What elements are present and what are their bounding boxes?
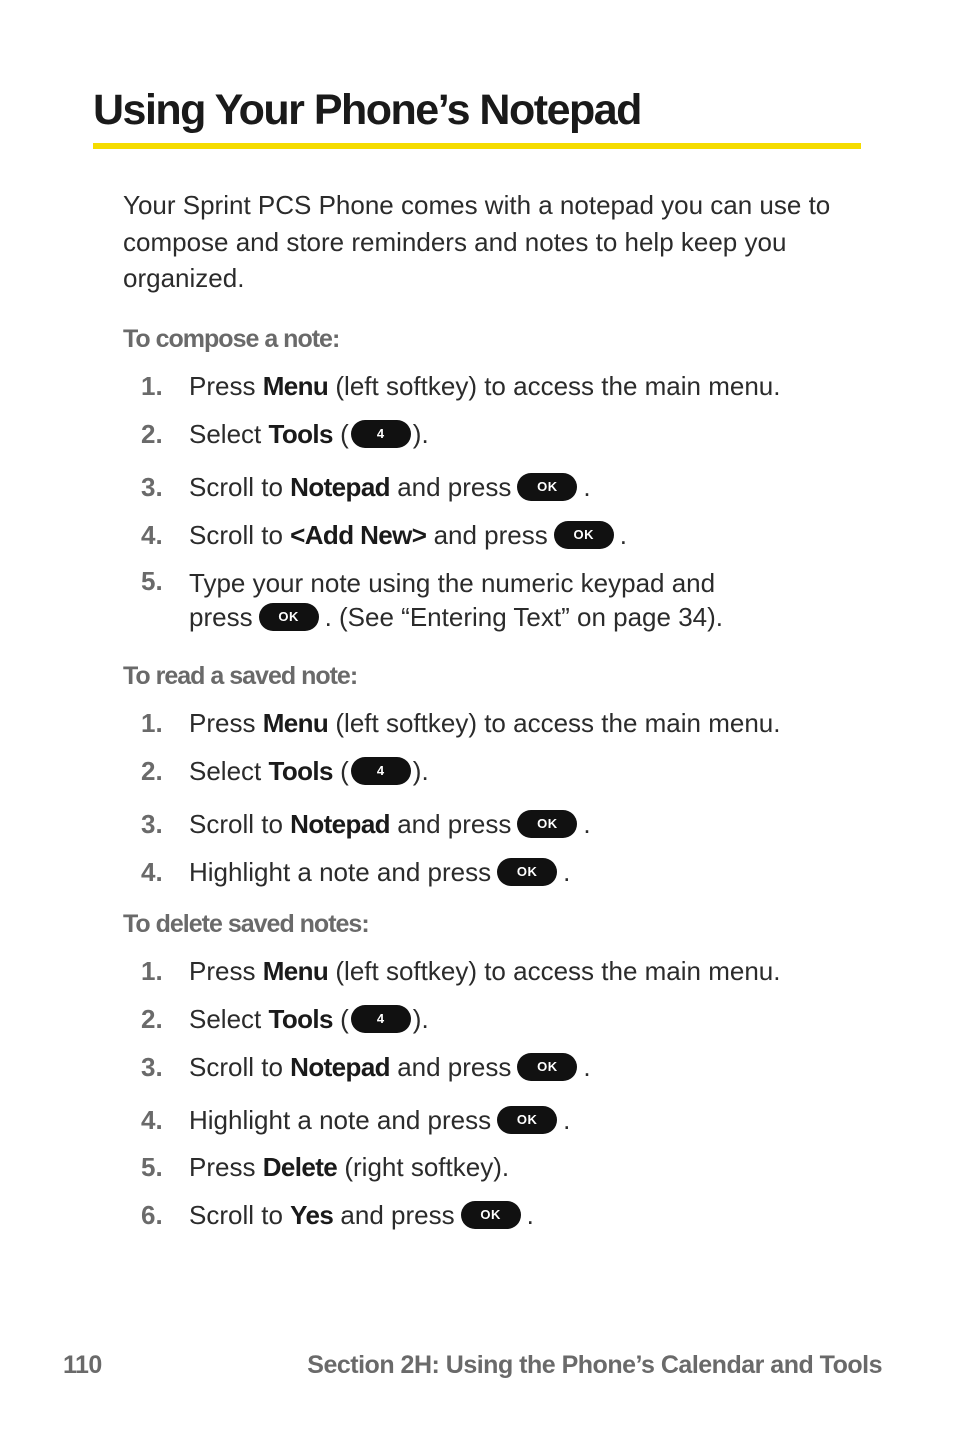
add-new-term: <Add New> [290, 520, 427, 550]
step-number: 5. [141, 566, 163, 596]
step-number: 2. [141, 1004, 163, 1034]
step-number: 3. [141, 809, 163, 839]
read-heading: To read a saved note: [123, 662, 358, 690]
step-number: 6. [141, 1200, 163, 1230]
tools-term: Tools [268, 419, 333, 449]
ok-key-icon: OK [461, 1201, 521, 1229]
step-number: 3. [141, 1052, 163, 1082]
step-number: 3. [141, 472, 163, 502]
menu-term: Menu [262, 956, 329, 986]
ok-key-icon: OK [517, 1053, 577, 1081]
notepad-term: Notepad [290, 1052, 390, 1082]
notepad-term: Notepad [290, 472, 390, 502]
page-number: 110 [63, 1351, 102, 1379]
menu-term: Menu [262, 708, 329, 738]
key-4-icon: 4 [351, 757, 411, 785]
step-number: 5. [141, 1152, 163, 1182]
title-underline [93, 143, 861, 149]
step-number: 2. [141, 419, 163, 449]
ok-key-icon: OK [497, 858, 557, 886]
step-number: 1. [141, 708, 163, 738]
ok-key-icon: OK [517, 810, 577, 838]
step-number: 4. [141, 520, 163, 550]
intro-paragraph: Your Sprint PCS Phone comes with a notepad you can use to compose and store reminders and notes to help keep you organized. [123, 190, 831, 293]
tools-term: Tools [268, 1004, 333, 1034]
step-number: 4. [141, 857, 163, 887]
compose-heading: To compose a note: [123, 325, 340, 353]
key-4-icon: 4 [351, 1005, 411, 1033]
step-number: 1. [141, 371, 163, 401]
key-4-icon: 4 [351, 420, 411, 448]
ok-key-icon: OK [517, 473, 577, 501]
step-number: 4. [141, 1105, 163, 1135]
delete-heading: To delete saved notes: [123, 910, 369, 938]
page-title: Using Your Phone’s Notepad [93, 86, 641, 134]
step-number: 1. [141, 956, 163, 986]
ok-key-icon: OK [497, 1106, 557, 1134]
tools-term: Tools [268, 756, 333, 786]
notepad-term: Notepad [290, 809, 390, 839]
ok-key-icon: OK [554, 521, 614, 549]
ok-key-icon: OK [259, 603, 319, 631]
menu-term: Menu [262, 371, 329, 401]
section-title: Section 2H: Using the Phone’s Calendar and Tools [307, 1351, 882, 1379]
step-number: 2. [141, 756, 163, 786]
yes-term: Yes [290, 1200, 334, 1230]
delete-term: Delete [262, 1152, 338, 1182]
